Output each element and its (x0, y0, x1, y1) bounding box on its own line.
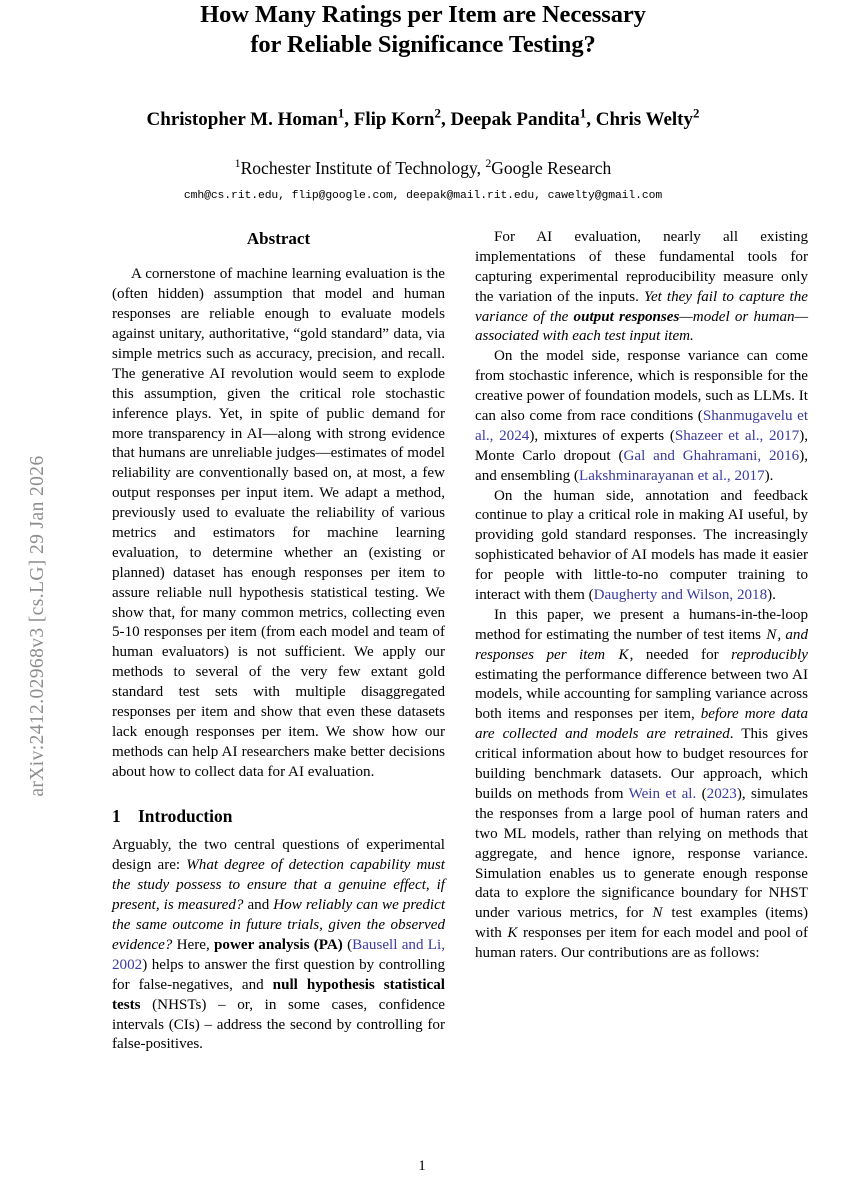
author-affiliation-marker-1: 1 (337, 105, 345, 121)
right-italic-5: before more data are collected and models are retrained (475, 706, 808, 743)
intro-text-4: ( (342, 936, 353, 953)
math-symbol-n-2: N (652, 905, 663, 922)
page-number: 1 (418, 1158, 426, 1174)
right-text-1: For AI evaluation, nearly all existing implementations of these fundamental tools for capturing experimental reproducibility measure only the variation of the inputs. (475, 229, 808, 305)
affiliation-1: Rochester Institute of Technology, (240, 158, 486, 179)
affiliation-list (78, 157, 768, 180)
math-symbol-n-1: N (766, 626, 777, 643)
title-line-2: for Reliable Significance Testing? (250, 30, 596, 58)
author-affiliation-marker-4: 2 (693, 105, 700, 121)
right-text-13: ( (696, 785, 707, 802)
right-italic-2: —model or human—associated with each test input item. (475, 308, 808, 345)
intro-text-6: (NHSTs) – or, in some cases, confidence intervals (CIs) – address the second by controlling for false-positives. (112, 996, 445, 1053)
author-list (78, 105, 768, 133)
right-italic-1: Yet they fail to capture the variance of the (475, 288, 808, 325)
right-text-8: ). (767, 587, 776, 604)
citation-wein-et-al[interactable]: Wein et al. (628, 785, 697, 802)
abstract-paragraph: A cornerstone of machine learning evaluation is the (often hidden) assumption that model and human responses are reliable enough to evaluate models against unitary, authoritative, “gold standard” data, via simple metrics such as accuracy, precision, and recall. The generative AI revolution would seem to explode this assumption, given the critical role stochastic inference plays. Yet, in spite of public demand for more transparency in AI—along with strong evidence that humans are unreliable judges—estimates of model reliability are conventionally based on, at most, a few output responses per input item. We adapt a method, previously used to evaluate the reliability of various metrics and estimators for machine learning evaluation, to determine whether an (existing or planned) dataset has enough responses per item to assure reliable null hypothesis statistical testing. We show that, for many common metrics, collecting even 5-10 responses per item (from each model and team of human evaluators) is not sufficient. We apply our methods to several of the very few extant gold standard test sets with multiple disaggregated responses per item and show that even these datasets lack enough responses per item. We show how our methods can help AI researchers make better decisions about how to collect data for AI evaluation. (112, 266, 445, 780)
author-separator-2: , (440, 108, 451, 130)
right-text-4: ), Monte Carlo dropout ( (475, 427, 809, 464)
intro-bold-1: power analysis (PA) (214, 936, 343, 953)
author-name-3: Deepak Pandita (450, 108, 580, 130)
title-line-1: How Many Ratings per Item are Necessary (200, 1, 646, 28)
affiliation-2: Google Research (491, 158, 612, 179)
section-number: 1 (112, 805, 121, 826)
right-text-14: ), simulates the responses from a large pool of human raters and two ML models, rather than relying on methods that aggregate, and hence ignore, response variance. Simulation enables us to generate enough response data to explore the significance boundary for NHST under various metrics, for (475, 785, 808, 922)
author-emails: cmh@cs.rit.edu, flip@google.com, deepak@mail.rit.edu, cawelty@gmail.com (183, 190, 663, 203)
citation-shazeer-2017[interactable]: Shazeer et al., 2017 (674, 427, 800, 444)
citation-lakshminarayanan-2017[interactable]: Lakshminarayanan et al., 2017 (578, 467, 765, 484)
abstract-heading: Abstract (246, 229, 311, 248)
right-paragraph-1 (475, 228, 808, 347)
intro-italic-2: How reliably can we predict the same outcome in future trials, given the observed evidence? (112, 897, 446, 953)
citation-shanmugavelu-2024[interactable]: Shanmugavelu et al., 2024 (475, 408, 809, 444)
arxiv-identifier-stamp: arXiv:2412.02968v3 [cs.LG] 29 Jan 2026 (27, 455, 48, 797)
left-column (112, 228, 445, 1055)
citation-wein-2023-year[interactable]: 2023 (706, 785, 737, 802)
right-text-10: , needed for (629, 646, 732, 663)
author-affiliation-marker-3: 1 (579, 105, 587, 121)
right-text-9: In this paper, we present a humans-in-the-loop method for estimating the number of test items (475, 606, 808, 643)
title-block (78, 0, 768, 202)
intro-text-2: and (243, 897, 274, 914)
page-title (78, 0, 768, 60)
right-italic-3: , and responses per item (475, 626, 808, 663)
citation-daugherty-wilson-2018[interactable]: Daugherty and Wilson, 2018 (593, 587, 768, 604)
right-text-16: responses per item for each model and pool of human raters. Our contributions are as follows: (475, 925, 809, 962)
right-text-3: ), mixtures of experts ( (529, 427, 675, 444)
section-heading-introduction (112, 805, 445, 828)
right-bold-italic-output-responses: output responses (573, 308, 680, 325)
right-paragraph-3 (475, 487, 808, 606)
right-column (475, 228, 808, 964)
right-paragraph-2 (475, 347, 808, 486)
author-separator-3: , (586, 108, 596, 130)
section-title: Introduction (138, 805, 233, 826)
intro-paragraph-1 (112, 836, 445, 1055)
author-name-4: Chris Welty (595, 108, 694, 130)
intro-text-1: Arguably, the two central questions of experimental design are: (112, 837, 445, 874)
affiliation-marker-1: 1 (234, 156, 241, 171)
author-name-1: Christopher M. Homan (146, 108, 338, 130)
right-paragraph-4 (475, 606, 808, 964)
right-italic-4: reproducibly (731, 646, 808, 663)
math-symbol-k-2: K (507, 925, 518, 942)
right-text-12: . This gives critical information about how to budget resources for building benchmark datasets. Our approach, which builds on methods from (475, 726, 808, 802)
right-text-7: On the human side, annotation and feedback continue to play a critical role in making AI useful, by providing gold standard responses. The increasingly sophisticated behavior of AI models has made it easier for people with little-to-no computer training to interact with them ( (475, 487, 808, 604)
intro-italic-1: What degree of detection capability must the study possess to ensure that a genuine effect, if present, is measured? (112, 857, 445, 914)
author-affiliation-marker-2: 2 (434, 105, 441, 121)
citation-gal-ghahramani-2016[interactable]: Gal and Ghahramani, 2016 (623, 447, 800, 464)
right-text-6: ). (764, 467, 774, 484)
right-text-5: ), and ensembling ( (475, 447, 808, 484)
affiliation-marker-2: 2 (485, 156, 492, 171)
right-text-11: estimating the performance difference between two AI models, while accounting for sampling variance across both items and responses per item, (475, 666, 808, 723)
intro-bold-2: null hypothesis statistical tests (112, 976, 445, 1013)
intro-text-5: ) helps to answer the first question by controlling for false-negatives, and (112, 956, 445, 993)
author-separator-1: , (344, 108, 354, 130)
math-symbol-k-1: K (618, 646, 629, 663)
citation-bausell-li-2002[interactable]: Bausell and Li, 2002 (112, 936, 445, 973)
right-text-2: On the model side, response variance can come from stochastic inference, which is responsible for the creative power of foundation models, such as LLMs. It can also come from race conditions ( (475, 348, 808, 425)
intro-text-3: Here, (172, 936, 215, 953)
right-text-15: test examples (items) with (475, 905, 808, 942)
author-name-2: Flip Korn (353, 108, 435, 130)
